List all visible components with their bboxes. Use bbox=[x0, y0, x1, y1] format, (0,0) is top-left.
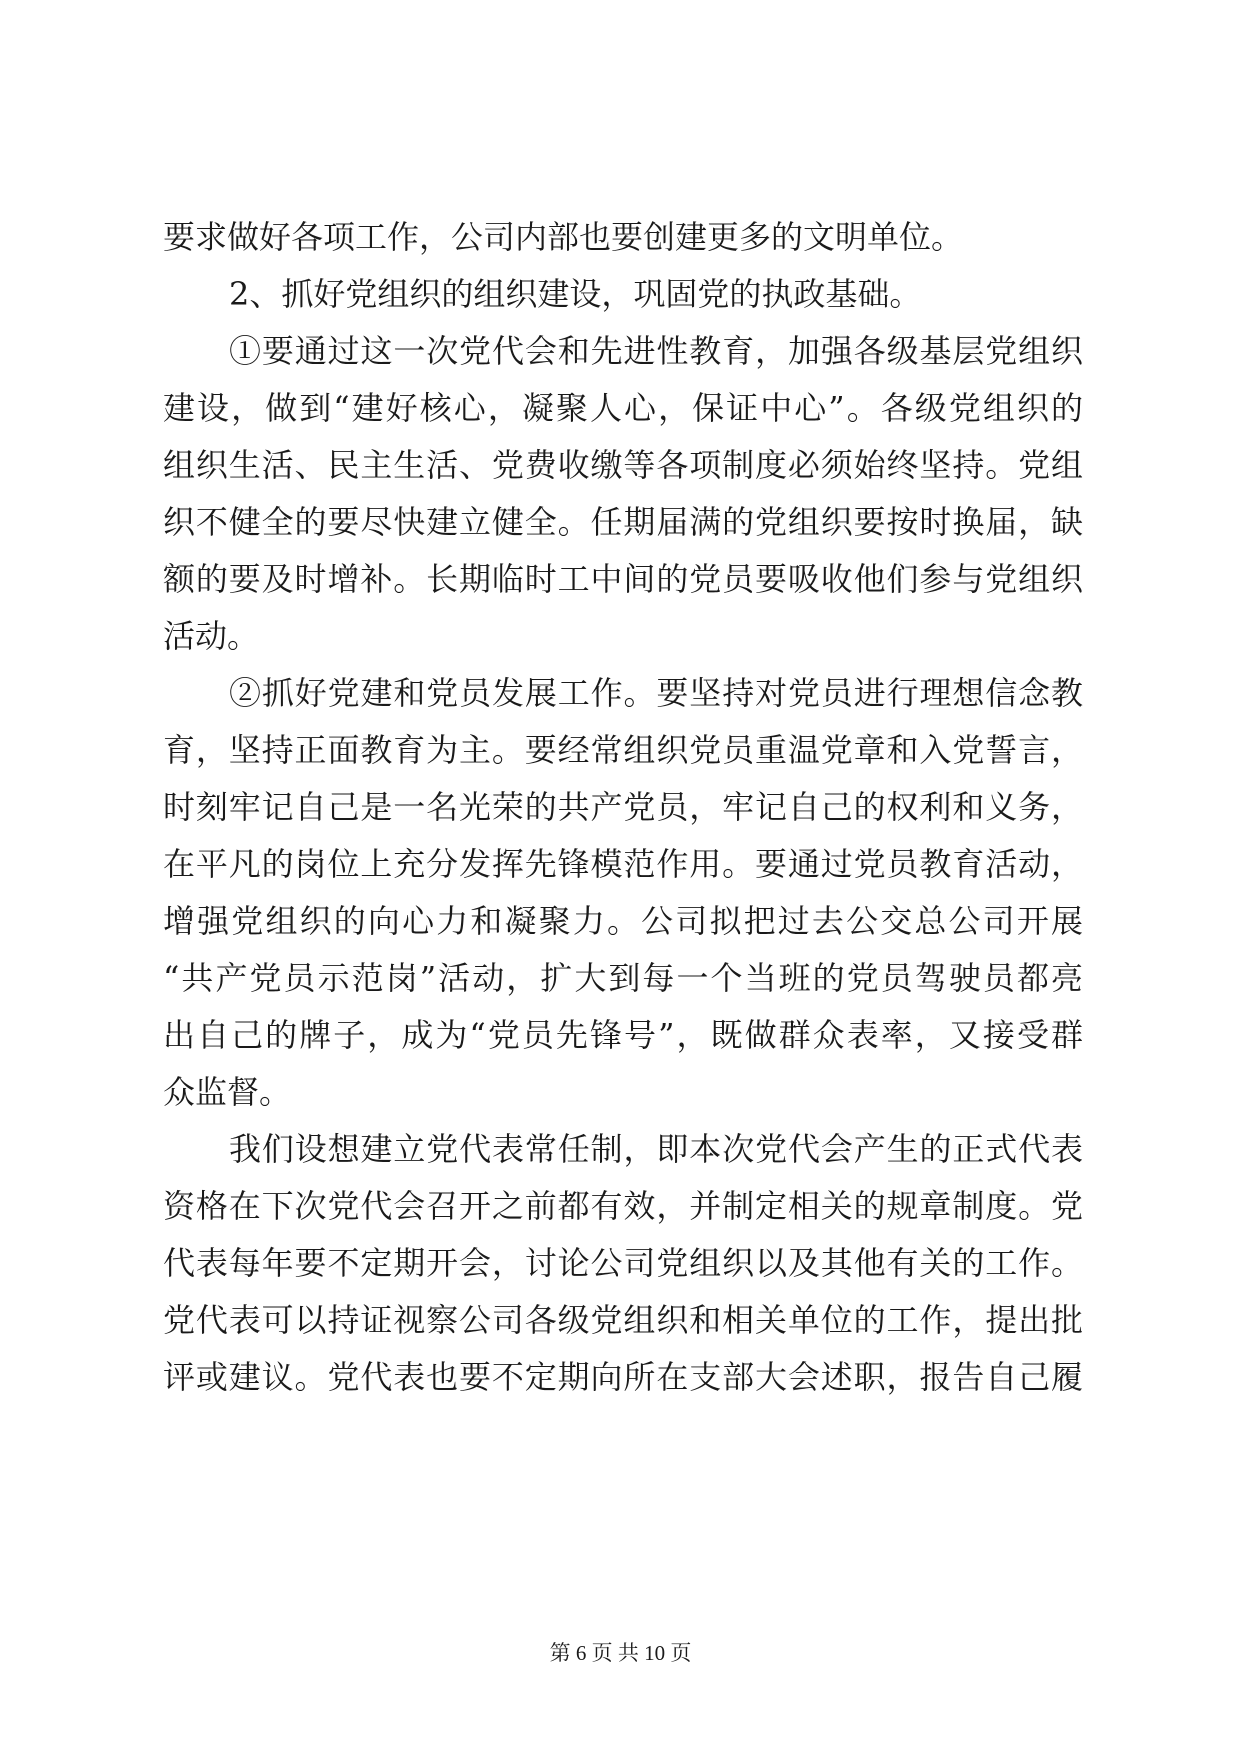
text-line: 我们设想建立党代表常任制，即本次党代会产生的正式代表 bbox=[229, 1130, 1083, 1168]
text-line: 增强党组织的向心力和凝聚力。公司拟把过去公交总公司开展 bbox=[163, 902, 1083, 940]
text-line: 活动。 bbox=[163, 617, 260, 655]
text-line: 要求做好各项工作，公司内部也要创建更多的文明单位。 bbox=[163, 218, 964, 256]
text-line: 织不健全的要尽快建立健全。任期届满的党组织要按时换届，缺 bbox=[163, 503, 1083, 541]
text-line: “共产党员示范岗”活动，扩大到每一个当班的党员驾驶员都亮 bbox=[163, 959, 1083, 997]
text-line: 时刻牢记自己是一名光荣的共产党员，牢记自己的权利和义务， bbox=[163, 788, 1083, 826]
text-line: 育，坚持正面教育为主。要经常组织党员重温党章和入党誓言， bbox=[163, 731, 1083, 769]
text-line: 众监督。 bbox=[163, 1073, 292, 1111]
text-line: 评或建议。党代表也要不定期向所在支部大会述职，报告自己履 bbox=[163, 1358, 1083, 1396]
text-line: 党代表可以持证视察公司各级党组织和相关单位的工作，提出批 bbox=[163, 1301, 1083, 1339]
text-line: 建设，做到“建好核心，凝聚人心，保证中心”。各级党组织的 bbox=[163, 389, 1083, 427]
text-line: 资格在下次党代会召开之前都有效，并制定相关的规章制度。党 bbox=[163, 1187, 1083, 1225]
page-number-footer: 第 6 页 共 10 页 bbox=[549, 1641, 692, 1665]
text-line: 额的要及时增补。长期临时工中间的党员要吸收他们参与党组织 bbox=[163, 560, 1083, 598]
text-line: 组织生活、民主生活、党费收缴等各项制度必须始终坚持。党组 bbox=[163, 446, 1083, 484]
text-line: 出自己的牌子，成为“党员先锋号”，既做群众表率，又接受群 bbox=[163, 1016, 1083, 1054]
text-line: ①要通过这一次党代会和先进性教育，加强各级基层党组织 bbox=[229, 332, 1083, 370]
text-line: 在平凡的岗位上充分发挥先锋模范作用。要通过党员教育活动， bbox=[163, 845, 1083, 883]
text-line: ②抓好党建和党员发展工作。要坚持对党员进行理想信念教 bbox=[229, 674, 1083, 712]
section-heading: 2、抓好党组织的组织建设，巩固党的执政基础。 bbox=[229, 275, 922, 313]
text-line: 代表每年要不定期开会，讨论公司党组织以及其他有关的工作。 bbox=[163, 1244, 1083, 1282]
